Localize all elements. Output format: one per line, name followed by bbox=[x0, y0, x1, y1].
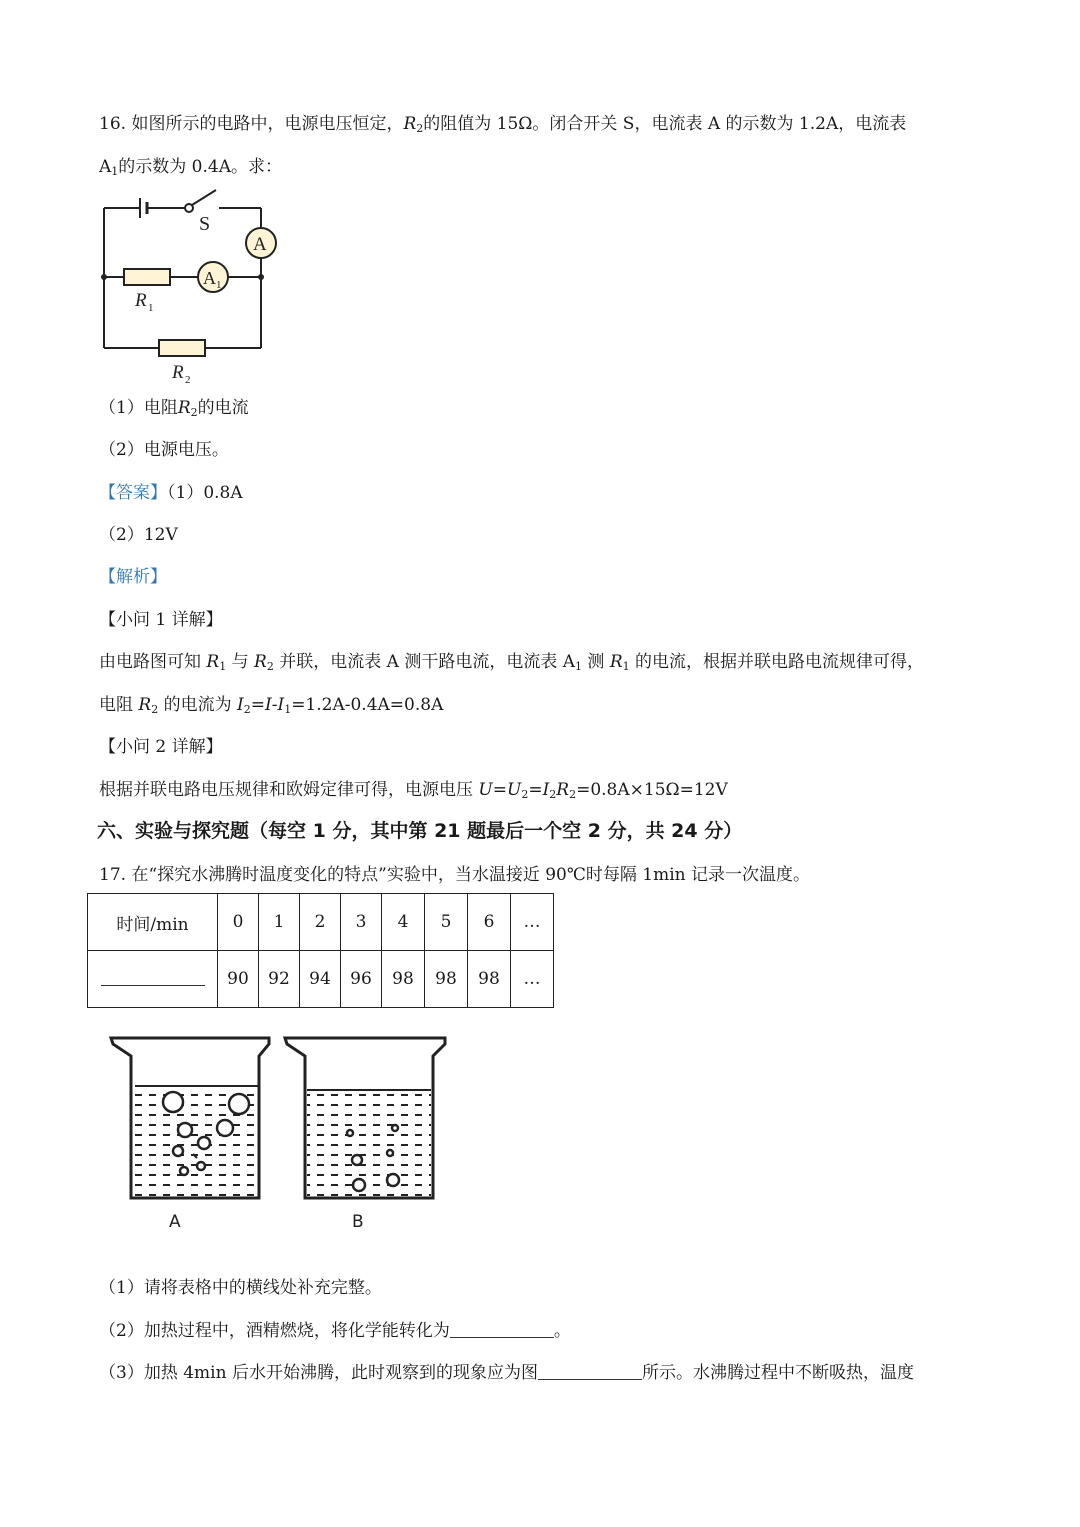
table-cell: 1 bbox=[259, 894, 300, 951]
table-cell: 96 bbox=[341, 951, 382, 1008]
r1-label: R bbox=[135, 290, 147, 311]
table-cell: 3 bbox=[341, 894, 382, 951]
table-cell: 0 bbox=[218, 894, 259, 951]
table-cell: 5 bbox=[425, 894, 468, 951]
q16-stem-line2: $A_1$的示数为 0.4A。求： bbox=[99, 157, 282, 178]
q16-sub1: （1）电阻$R_2$的电流 bbox=[99, 398, 249, 419]
q17-sub3: （3）加热 4min 后水开始沸腾，此时观察到的现象应为图 所示。水沸腾过程中不断吸热，温度 bbox=[99, 1363, 914, 1383]
table-cell: 2 bbox=[300, 894, 341, 951]
table-cell: 98 bbox=[468, 951, 511, 1008]
q17-sub1: （1）请将表格中的横线处补充完整。 bbox=[99, 1278, 382, 1298]
table-cell: 92 bbox=[259, 951, 300, 1008]
ammeter-label: A bbox=[253, 234, 267, 255]
detail2-line: 根据并联电路电压规律和欧姆定律可得，电源电压 $U=U_2=I_2R_2=0.8A\times 15\Omega=12V$ bbox=[99, 780, 728, 801]
q16-stem-line1: 16. 如图所示的电路中，电源电压恒定，$R_2$的阻值为 15Ω。闭合开关 S，电流表 A 的示数为 1.2A，电流表 bbox=[99, 114, 907, 135]
q17-number: 17. bbox=[99, 865, 127, 885]
r1-sub: 1 bbox=[148, 302, 154, 314]
r2-sub: 2 bbox=[185, 374, 191, 386]
beaker-a-label: A bbox=[169, 1212, 181, 1232]
section6-title: 六、实验与探究题（每空 1 分，其中第 21 题最后一个空 2 分，共 24 分） bbox=[97, 820, 743, 842]
blank-line[interactable] bbox=[101, 985, 205, 986]
table-cell: … bbox=[511, 894, 554, 951]
table-cell: 94 bbox=[300, 951, 341, 1008]
beakers-figure bbox=[105, 1030, 455, 1235]
time-header: 时间/min bbox=[88, 894, 218, 951]
table-cell: 6 bbox=[468, 894, 511, 951]
table-cell: … bbox=[511, 951, 554, 1008]
q17-stem: 17. 在“探究水沸腾时温度变化的特点”实验中，当水温接近 90℃时每隔 1min 记录一次温度。 bbox=[99, 865, 811, 885]
junction-dot-left bbox=[101, 274, 107, 280]
table-row bbox=[88, 894, 554, 951]
answer-blank[interactable] bbox=[450, 1337, 554, 1338]
detail2-tag: 【小问 2 详解】 bbox=[99, 737, 223, 757]
q17-sub2: （2）加热过程中，酒精燃烧，将化学能转化为 。 bbox=[99, 1321, 571, 1341]
detail1-line1: 由电路图可知 $R_1$ 与 $R_2$ 并联，电流表 A 测干路电流，电流表 $A_1$ 测 $R_1$ 的电流，根据并联电路电流规律可得， bbox=[99, 652, 925, 673]
circuit-diagram bbox=[95, 182, 295, 387]
ammeter1-sub: 1 bbox=[216, 279, 222, 291]
table-cell: 90 bbox=[218, 951, 259, 1008]
answer-tag: 【答案】 bbox=[99, 483, 167, 503]
beaker-b bbox=[285, 1038, 445, 1198]
switch-label: S bbox=[199, 213, 211, 235]
q16-answer1: 【答案】（1）0.8A bbox=[99, 483, 243, 503]
detail1-line2: 电阻 $R_2$ 的电流为 $I_2=I-I_1=1.2A-0.4A=0.8A$ bbox=[99, 695, 444, 716]
detail1-tag: 【小问 1 详解】 bbox=[99, 610, 223, 630]
table-row bbox=[88, 951, 554, 1008]
ammeter1-label: A bbox=[203, 268, 216, 288]
table-cell: 98 bbox=[425, 951, 468, 1008]
q16-sub2: （2）电源电压。 bbox=[99, 440, 229, 460]
beaker-b-label: B bbox=[352, 1212, 364, 1232]
table-cell: 98 bbox=[382, 951, 425, 1008]
beaker-a bbox=[111, 1038, 269, 1198]
r2-label: R bbox=[172, 362, 184, 383]
table-cell: 4 bbox=[382, 894, 425, 951]
blank-header-cell[interactable] bbox=[88, 951, 218, 1008]
analysis-tag: 【解析】 bbox=[99, 567, 167, 587]
q16-number: 16. bbox=[99, 114, 127, 134]
temperature-table bbox=[87, 893, 554, 1008]
junction-dot-right bbox=[258, 274, 264, 280]
q16-answer2: （2）12V bbox=[99, 525, 178, 545]
answer-blank[interactable] bbox=[538, 1379, 642, 1380]
